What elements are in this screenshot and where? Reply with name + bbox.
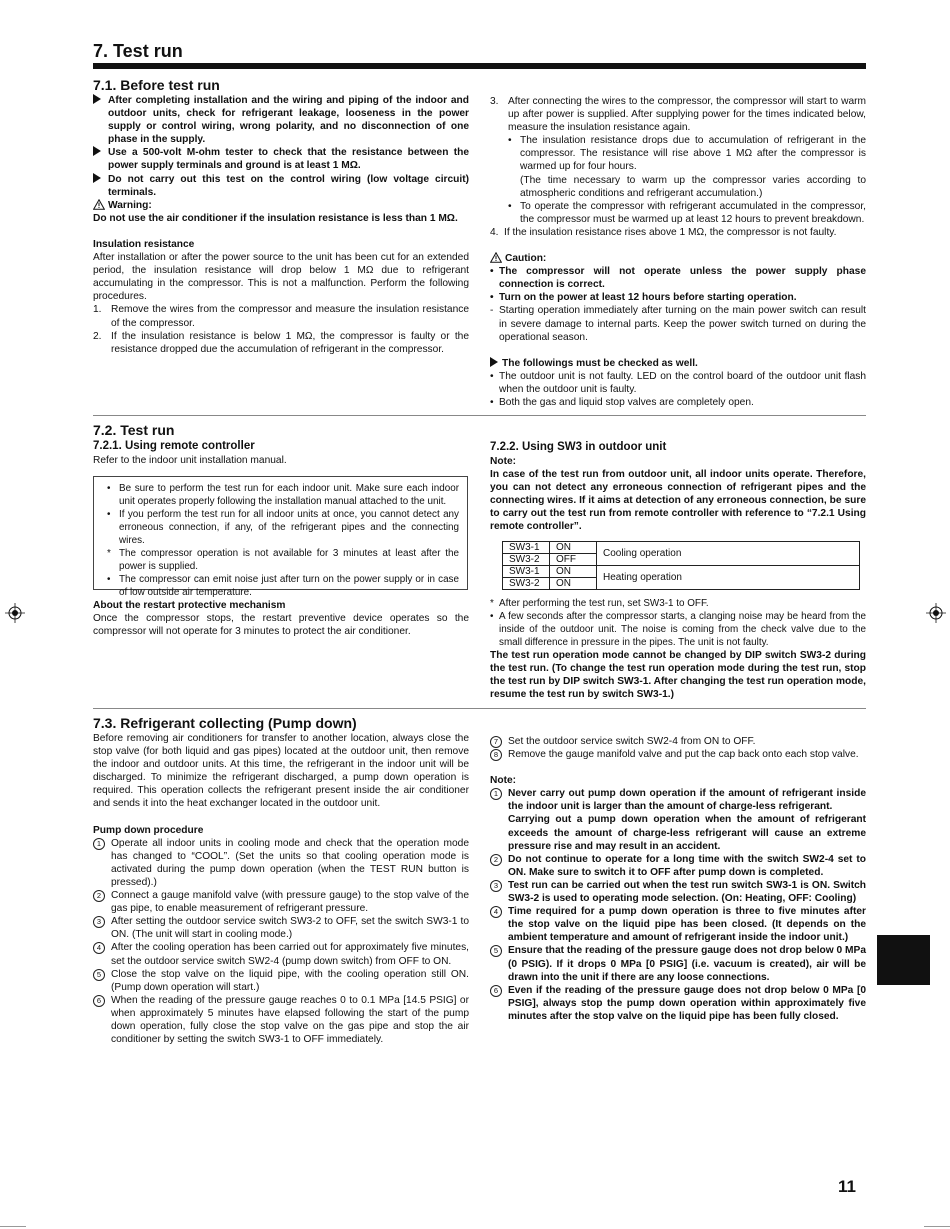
s73-note: 1 Never carry out pump down operation if the amount of refrigerant inside the indoor unit is larger than the amount of charge-less refrigerant. Carrying out a pump down operation when the amount of refrigerant exceeds the amount of charge-less refrigerant will cause an extreme pressure rise and may result in an accident. [490, 787, 866, 852]
s73-note: 5 Ensure that the reading of the pressure gauge does not drop below 0 MPa (0 PSIG). If it drops 0 MPa [0 PSIG] (i.e. vacuum is created), air will be drawn into the unit if there are any loose connections. [490, 944, 866, 983]
arrow-icon [93, 94, 101, 104]
crop-mark [0, 1226, 26, 1227]
procedure-title: Pump down procedure [93, 824, 204, 836]
insulation-text: After installation or after the power source to the unit has been cut for an extended period, the insulation resistance will drop below 1 MΩ due to refrigerant accumulating in the compressor. This is not a malfunction. Perform the following procedures. [93, 252, 469, 303]
section-divider [93, 415, 866, 416]
caution-icon [490, 252, 502, 263]
s71-left-column [93, 76, 469, 356]
check-heading: The followings must be checked as well. [490, 357, 866, 370]
s73-note: 4 Time required for a pump down operation is three to five minutes after the stop valve on the liquid pipe has been closed. (It depends on the ambient temperature and amount of refrigerant inside the indoor unit.) [490, 905, 866, 944]
box-item: • The compressor can emit noise just after turn on the power supply or in case of low outside air temperature. [107, 574, 459, 598]
procedure-step: 4 After the cooling operation has been carried out for approximately five minutes, set the outdoor service switch SW2-4 (pump down switch) from OFF to ON. [93, 941, 469, 967]
heating-operation-cell: Heating operation [597, 565, 860, 589]
s721-title: 7.2.1. Using remote controller [93, 440, 255, 452]
s73-left-column [93, 714, 469, 1046]
s71-right-column [490, 95, 866, 409]
procedure-step: 1 Operate all indoor units in cooling mode and check that the operation mode has changed to “COOL”. (Set the units so that cooling operation mode is activated during the pump down operation (when the TEST RUN button is pressed).) [93, 837, 469, 889]
s73-note: 2 Do not continue to operate for a long time with the switch SW2-4 set to ON. Make sure to switch it to OFF after pump down is completed. [490, 853, 866, 879]
arrow-icon [490, 357, 498, 367]
registration-mark-icon [5, 603, 25, 623]
s73-intro: Before removing air conditioners for transfer to another location, always close the stop valve (for both liquid and gas pipes) located at the outdoor unit, then remove the indoor and outdoor units. At this time, the refrigerant in the indoor unit will be discharged. To minimize the refrigerant discharged, a pump down operation is required. This operation collects the refrigerant present inside the air conditioner and sends it into the heat exchanger located in the outdoor unit. [93, 733, 469, 810]
step3-bullet: (The time necessary to warm up the compressor varies according to atmospheric conditions and refrigerant accumulation.) [520, 174, 866, 199]
s73-title: 7.3. Refrigerant collecting (Pump down) [93, 715, 357, 731]
section-title: 7. Test run [93, 41, 183, 61]
mode-text: The test run operation mode cannot be changed by DIP switch SW3-2 during the test run. (To change the test run operation mode during the test run, stop the test run by DIP switch SW3-1. After changing the test run operation mode, resume the test run by switch SW3-1.) [490, 649, 866, 700]
procedure-step: 6 When the reading of the pressure gauge reaches 0 to 0.1 MPa [14.5 PSIG] or when approximately 5 minutes have elapsed following the start of the pump down operation, fully close the stop valve on the gas pipe and stop the air conditioner by setting the switch SW3-1 to OFF immediately. [93, 994, 469, 1046]
procedure-step: 3 After setting the outdoor service switch SW3-2 to OFF, set the switch SW3-1 to ON. (The unit will start in cooling mode.) [93, 915, 469, 941]
restart-title: About the restart protective mechanism [93, 600, 286, 611]
after-item: • A few seconds after the compressor starts, a clanging noise may be heard from the inside of the outdoor unit. The noise is coming from the check valve due to the small difference in pressure in the pipes. The unit is not faulty. [490, 610, 866, 648]
warning-icon [93, 199, 105, 210]
table-row: SW3-2 ON [503, 577, 860, 589]
registration-mark-icon [926, 603, 946, 623]
after-item: * After performing the test run, set SW3-1 to OFF. [490, 597, 709, 609]
caution-item: • The compressor will not operate unless the power supply phase connection is correct. [490, 266, 866, 291]
s72-title: 7.2. Test run [93, 422, 175, 438]
procedure-step: 7 Set the outdoor service switch SW2-4 from ON to OFF. [490, 735, 866, 748]
sw3-table [502, 541, 860, 590]
arrow-icon [93, 173, 101, 183]
s71-bullet: After completing installation and the wiring and piping of the indoor and outdoor units, check for refrigerant leakage, looseness in the power supply or control wiring, wrong polarity, and no disconnection of one phase in the supply. [93, 94, 469, 146]
step3-bullet: • To operate the compressor with refrigerant accumulated in the compressor, the compressor must be warmed up at least 12 hours to prevent breakdown. [508, 200, 866, 225]
note-text: In case of the test run from outdoor unit, all indoor units operate. Therefore, you can not detect any erroneous connection of refrigerant pipes and the connecting wires. If it aims at detection of any erroneous connection, be sure to carry out the test run from remote controller with reference to “7.2.1 Using remote controller”. [490, 469, 866, 533]
page-number: 11 [838, 1177, 856, 1196]
warning-heading: Warning: [93, 199, 469, 212]
s71-bullet: Use a 500-volt M-ohm tester to check that the resistance between the power supply terminals and ground is at least 1 MΩ. [93, 146, 469, 172]
restart-block [93, 599, 469, 638]
cooling-operation-cell: Cooling operation [597, 541, 860, 565]
caution-item: - Starting operation immediately after turning on the main power switch can result in severe damage to internal parts. Keep the power switch turned on during the operational season. [490, 305, 866, 343]
caution-item: • Turn on the power at least 12 hours before starting operation. [490, 292, 797, 304]
step3-bullet: • The insulation resistance drops due to accumulation of refrigerant in the compressor. The resistance will rise above 1 MΩ after the compressor is warmed up for four hours. [508, 135, 866, 173]
crop-mark [924, 1226, 950, 1227]
table-row: SW3-1 ON Heating operation [503, 565, 860, 577]
insulation-step: 3. After connecting the wires to the compressor, the compressor will start to warm up after power is supplied. After supplying power for the times indicated below, measure the insulation resistance again. [490, 96, 866, 134]
box-item: • If you perform the test run for all indoor units at once, you cannot detect any erroneous connection, if any, of the refrigerant pipes and the connecting wires. [107, 509, 459, 546]
restart-text: Once the compressor stops, the restart preventive device operates so the compressor will not operate for 3 minutes to protect the air conditioner. [93, 613, 469, 638]
s73-note: 3 Test run can be carried out when the test run switch SW3-1 is ON. Switch SW3-2 is used to operating mode selection. (On: Heating, OFF: Cooling) [490, 879, 866, 905]
s71-title: 7.1. Before test run [93, 77, 220, 93]
section-divider [93, 63, 866, 69]
box-item: * The compressor operation is not available for 3 minutes at least after the power is supplied. [107, 548, 459, 572]
insulation-step: 1. Remove the wires from the compressor and measure the insulation resistance of the compressor. [93, 304, 469, 329]
insulation-title: Insulation resistance [93, 238, 195, 250]
check-item: • Both the gas and liquid stop valves are completely open. [490, 396, 754, 408]
insulation-step: 4. If the insulation resistance rises above 1 MΩ, the compressor is not faulty. [490, 226, 837, 238]
s722-title: 7.2.2. Using SW3 in outdoor unit [490, 441, 667, 453]
insulation-step: 2. If the insulation resistance is below 1 MΩ, the compressor is faulty or the resistance dropped due the accumulation of refrigerant in the compressor. [93, 330, 469, 355]
chapter-tab-marker [877, 935, 930, 985]
table-row: SW3-2 OFF [503, 553, 860, 565]
box-item: • Be sure to perform the test run for each indoor unit. Make sure each indoor unit operates properly following the installation manual attached to the unit. [107, 483, 459, 507]
s73-note-label: Note: [490, 775, 517, 787]
s73-note: 6 Even if the reading of the pressure gauge does not drop below 0 MPa [0 PSIG], always stop the pump down operation within approximately five minutes after the stop valve on the liquid pipe has been fully closed. [490, 984, 866, 1023]
table-row: SW3-1 ON Cooling operation [503, 541, 860, 553]
procedure-step: 2 Connect a gauge manifold valve (with pressure gauge) to the stop valve of the gas pipe, to enable measurement of refrigerant pressure. [93, 889, 469, 915]
warning-text: Do not use the air conditioner if the insulation resistance is less than 1 MΩ. [93, 212, 458, 224]
check-item: • The outdoor unit is not faulty. LED on the control board of the outdoor unit flash when the outdoor unit is faulty. [490, 370, 866, 395]
section-divider [93, 708, 866, 709]
caution-heading: Caution: [490, 252, 866, 265]
procedure-step: 5 Close the stop valve on the liquid pipe, with the cooling operation still ON. (Pump down operation will start.) [93, 968, 469, 994]
s72-left-column [93, 421, 469, 467]
procedure-step: 8 Remove the gauge manifold valve and put the cap back onto each stop valve. [490, 748, 866, 761]
s72-right-column [490, 440, 866, 701]
test-run-notice-box [93, 476, 468, 598]
note-label: Note: [490, 456, 517, 467]
s721-text: Refer to the indoor unit installation manual. [93, 455, 287, 466]
s71-bullet: Do not carry out this test on the control wiring (low voltage circuit) terminals. [93, 173, 469, 199]
arrow-icon [93, 146, 101, 156]
s73-right-column [490, 735, 866, 1023]
